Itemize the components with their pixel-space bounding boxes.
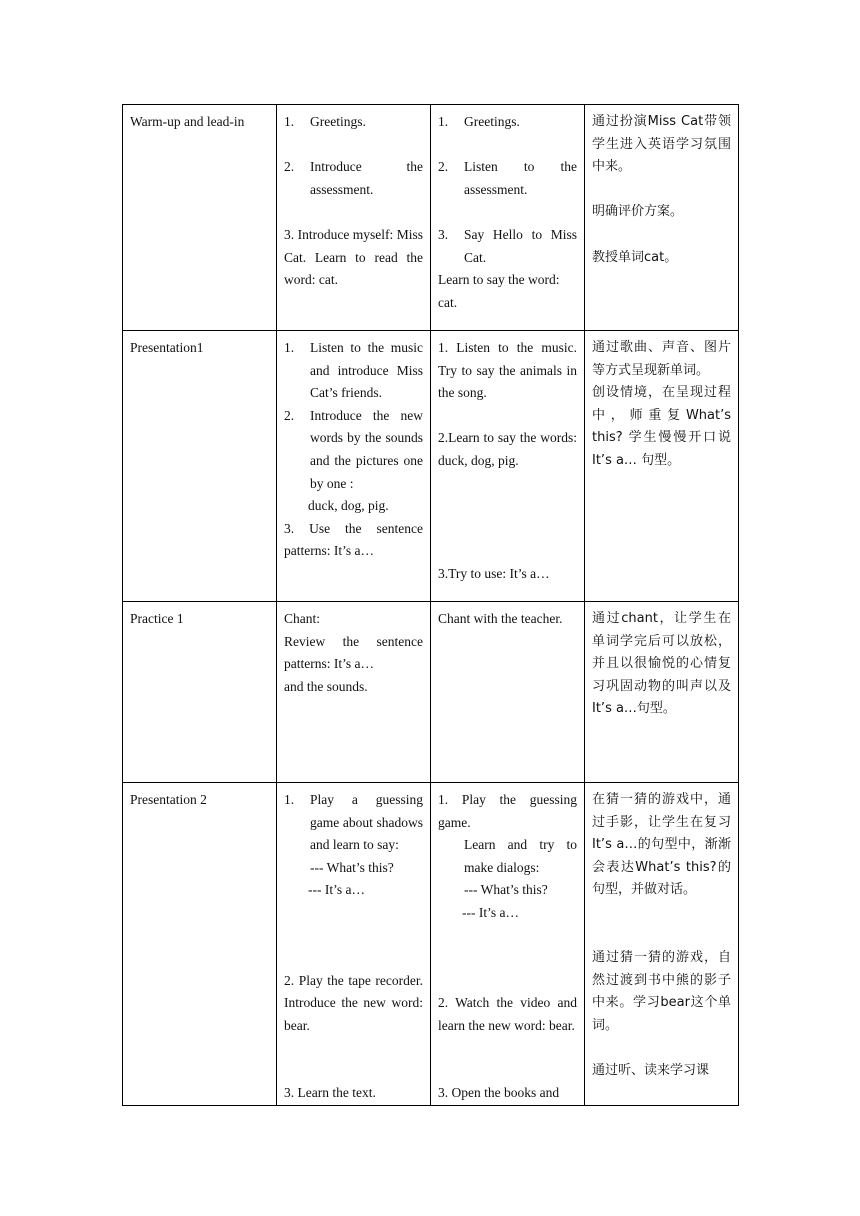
list-item: 1. Listen to the music. Try to say the animals in the song.	[438, 340, 577, 401]
table-row	[123, 331, 739, 602]
list-item: 3. Say Hello to Miss Cat.	[438, 226, 577, 265]
teacher-activity-cell	[277, 105, 431, 331]
student-activity-cell	[431, 331, 585, 602]
student-activity-cell: Chant with the teacher.	[431, 602, 585, 783]
teacher-activity-cell: 1. Play a guessing game about shadows and learn to say: --- What’s this? --- It’s a… 2. Play the tape recorder. Introduce the new word: bear. 3. Learn the text.	[277, 783, 431, 1106]
teacher-activity-cell: 1. Listen to the music and introduce Miss Cat’s friends. 2. Introduce the new words by the sounds and the pictures one by one : duck, dog, pig. 3. Use the sentence patterns: It’s a…	[277, 331, 431, 602]
list-item: 3. Open the books and	[438, 1085, 560, 1101]
student-activity-cell	[431, 105, 585, 331]
lesson-plan-table	[122, 104, 739, 1106]
stage-cell: Practice 1	[123, 602, 277, 783]
list-item: 3. Introduce myself: Miss Cat. Learn to read the word: cat.	[284, 226, 423, 288]
stage-cell: Presentation1	[123, 331, 277, 602]
teacher-activity-cell: Chant: Review the sentence patterns: It’s a… and the sounds.	[277, 602, 431, 783]
list-item: 1. Play a guessing game about shadows and learn to say:	[284, 792, 423, 853]
stage-cell: Warm-up and lead-in	[123, 105, 277, 331]
stage-cell: Presentation 2	[123, 783, 277, 1106]
table-row	[123, 783, 739, 1106]
purpose-cell: 在猜一猜的游戏中，通过手影，让学生在复习It’s a…的句型中，渐渐会表达What’s this?的句型，并做对话。 通过猜一猜的游戏，自然过渡到书中熊的影子中来。学习bear这个单词。 通过听、读来学习课	[585, 783, 739, 1106]
purpose-cell: 通过歌曲、声音、图片等方式呈现新单词。 创设情境，在呈现过程中，师重复What’s this? 学生慢慢开口说It’s a… 句型。	[585, 331, 739, 602]
list-item: 1. Greetings.	[438, 114, 520, 129]
purpose-cell: 通过扮演Miss Cat带领学生进入英语学习氛围中来。 明确评价方案。 教授单词cat。	[585, 105, 739, 331]
list-item: 2.Learn to say the words: duck, dog, pig.	[438, 430, 577, 468]
list-item: Learn to say the word: cat.	[438, 272, 560, 310]
list-item: 1. Listen to the music and introduce Miss Cat’s friends.	[284, 340, 423, 401]
purpose-cell: 通过chant，让学生在单词学完后可以放松，并且以很愉悦的心情复习巩固动物的叫声以及It’s a…句型。	[585, 602, 739, 783]
list-item: 1. Greetings.	[284, 114, 366, 129]
list-item: 2. Play the tape recorder. Introduce the new word: bear.	[284, 972, 423, 1033]
student-activity-cell: 1. Play the guessing game. Learn and try to make dialogs: --- What’s this? --- It’s a… 2. Watch the video and learn the new word: bear. 3. Open the books and	[431, 783, 585, 1106]
table-row	[123, 105, 739, 331]
list-item: 1. Play the guessing game.	[438, 792, 577, 830]
list-item: 3. Use the sentence patterns: It’s a…	[284, 520, 423, 559]
list-item: 2. Introduce the assessment.	[284, 159, 423, 197]
list-item: 3.Try to use: It’s a…	[438, 565, 550, 581]
table-row	[123, 602, 739, 783]
list-item: 2. Listen to the assessment.	[438, 159, 577, 197]
list-item: 2. Introduce the new words by the sounds and the pictures one by one :	[284, 407, 423, 491]
list-item: 2. Watch the video and learn the new word: bear.	[438, 995, 577, 1033]
list-item: 3. Learn the text.	[284, 1085, 376, 1101]
